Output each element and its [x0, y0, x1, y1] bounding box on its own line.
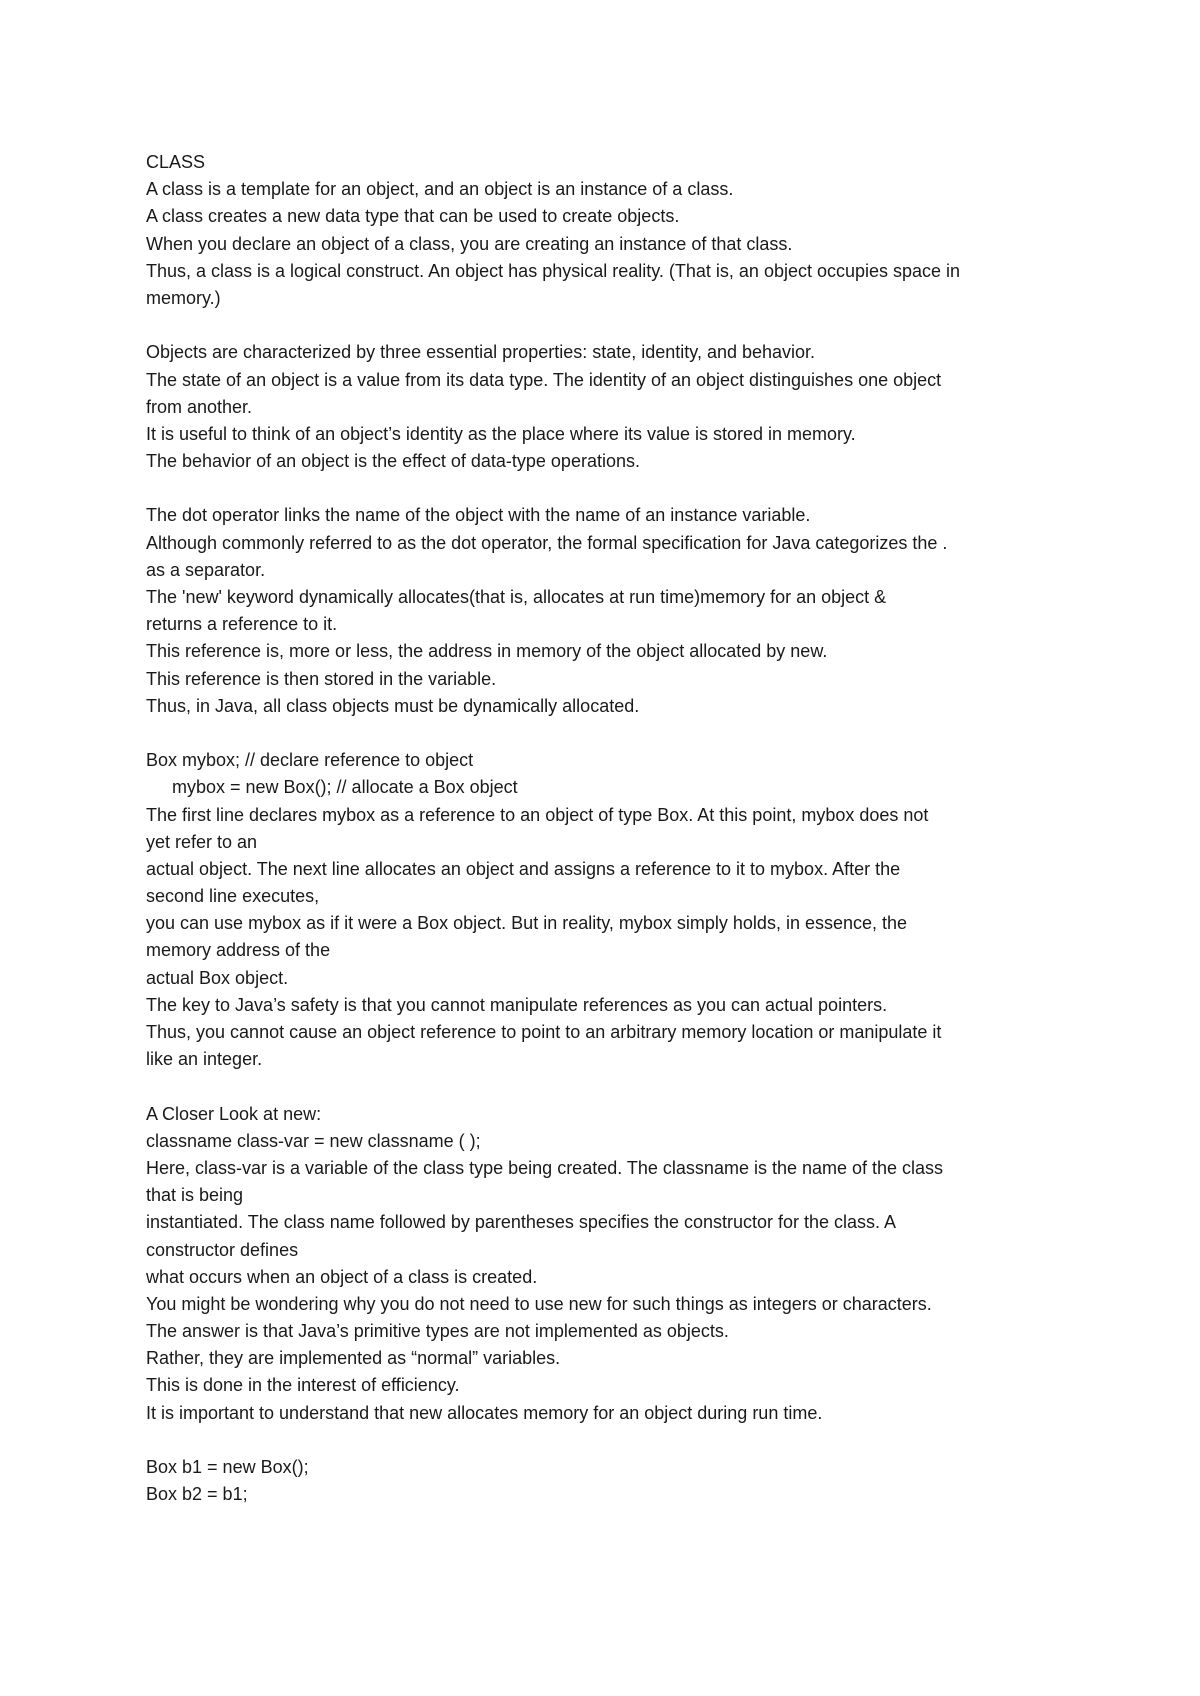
- text-line: The first line declares mybox as a reference to an object of type Box. At this point, mybox does not: [146, 804, 929, 825]
- code-line-indented: mybox = new Box(); // allocate a Box object: [172, 777, 518, 798]
- text-line: This is done in the interest of efficiency.: [146, 1375, 460, 1396]
- code-line: Box b1 = new Box();: [146, 1457, 309, 1477]
- text-line: memory address of the: [146, 940, 331, 961]
- text-line: what occurs when an object of a class is created.: [146, 1266, 538, 1287]
- text-line: This reference is then stored in the variable.: [146, 668, 497, 689]
- code-line: Box b2 = b1;: [146, 1484, 248, 1505]
- text-line: The behavior of an object is the effect of data-type operations.: [146, 451, 640, 472]
- text-line: returns a reference to it.: [146, 614, 338, 635]
- code-line: classname class-var = new classname ( );: [146, 1130, 481, 1151]
- text-line: Although commonly referred to as the dot operator, the formal specification for Java categorizes the .: [146, 532, 948, 553]
- text-line: like an integer.: [146, 1049, 263, 1070]
- text-line: The state of an object is a value from its data type. The identity of an object distinguishes one object: [146, 369, 942, 390]
- text-line: Here, class-var is a variable of the class type being created. The classname is the name of the class: [146, 1157, 944, 1178]
- text-line: You might be wondering why you do not need to use new for such things as integers or characters.: [146, 1293, 932, 1314]
- paragraph-gap: [146, 1073, 1066, 1100]
- text-line: memory.): [146, 287, 221, 308]
- paragraph-gap: [146, 475, 1066, 502]
- text-line: A class is a template for an object, and an object is an instance of a class.: [146, 179, 734, 200]
- text-line: A class creates a new data type that can be used to create objects.: [146, 206, 680, 227]
- text-line: you can use mybox as if it were a Box object. But in reality, mybox simply holds, in essence, the: [146, 913, 908, 934]
- text-line: It is important to understand that new allocates memory for an object during run time.: [146, 1402, 823, 1423]
- text-line: second line executes,: [146, 886, 320, 907]
- subheading-closer-look: A Closer Look at new:: [146, 1103, 322, 1124]
- text-line: actual Box object.: [146, 967, 289, 988]
- text-line: actual object. The next line allocates an object and assigns a reference to it to mybox. After the: [146, 858, 901, 879]
- text-line: The key to Java’s safety is that you cannot manipulate references as you can actual pointers.: [146, 994, 888, 1015]
- text-line: instantiated. The class name followed by parentheses specifies the constructor for the class. A: [146, 1212, 897, 1233]
- document-body: [146, 149, 1066, 1508]
- text-line: The answer is that Java’s primitive types are not implemented as objects.: [146, 1321, 729, 1342]
- heading-class: CLASS: [146, 152, 206, 172]
- paragraph-gap: [146, 1427, 1066, 1454]
- text-line: from another.: [146, 396, 253, 417]
- text-line: as a separator.: [146, 559, 266, 580]
- code-line: Box mybox; // declare reference to object: [146, 750, 474, 771]
- text-line: constructor defines: [146, 1239, 299, 1260]
- text-line: Rather, they are implemented as “normal” variables.: [146, 1348, 561, 1369]
- paragraph-gap: [146, 312, 1066, 339]
- text-line: that is being: [146, 1185, 244, 1206]
- text-line: Thus, a class is a logical construct. An object has physical reality. (That is, an object occupies space in: [146, 260, 961, 281]
- text-line: This reference is, more or less, the address in memory of the object allocated by new.: [146, 641, 828, 662]
- text-line: yet refer to an: [146, 831, 258, 852]
- text-line: Thus, in Java, all class objects must be dynamically allocated.: [146, 695, 640, 716]
- text-line: The 'new' keyword dynamically allocates(that is, allocates at run time)memory for an object &: [146, 587, 887, 607]
- text-line: Thus, you cannot cause an object reference to point to an arbitrary memory location or manipulate it: [146, 1022, 942, 1042]
- text-line: It is useful to think of an object’s identity as the place where its value is stored in memory.: [146, 423, 856, 444]
- text-line: Objects are characterized by three essential properties: state, identity, and behavior.: [146, 342, 816, 363]
- text-line: When you declare an object of a class, you are creating an instance of that class.: [146, 233, 793, 254]
- paragraph-gap: [146, 720, 1066, 747]
- text-line: The dot operator links the name of the object with the name of an instance variable.: [146, 505, 811, 526]
